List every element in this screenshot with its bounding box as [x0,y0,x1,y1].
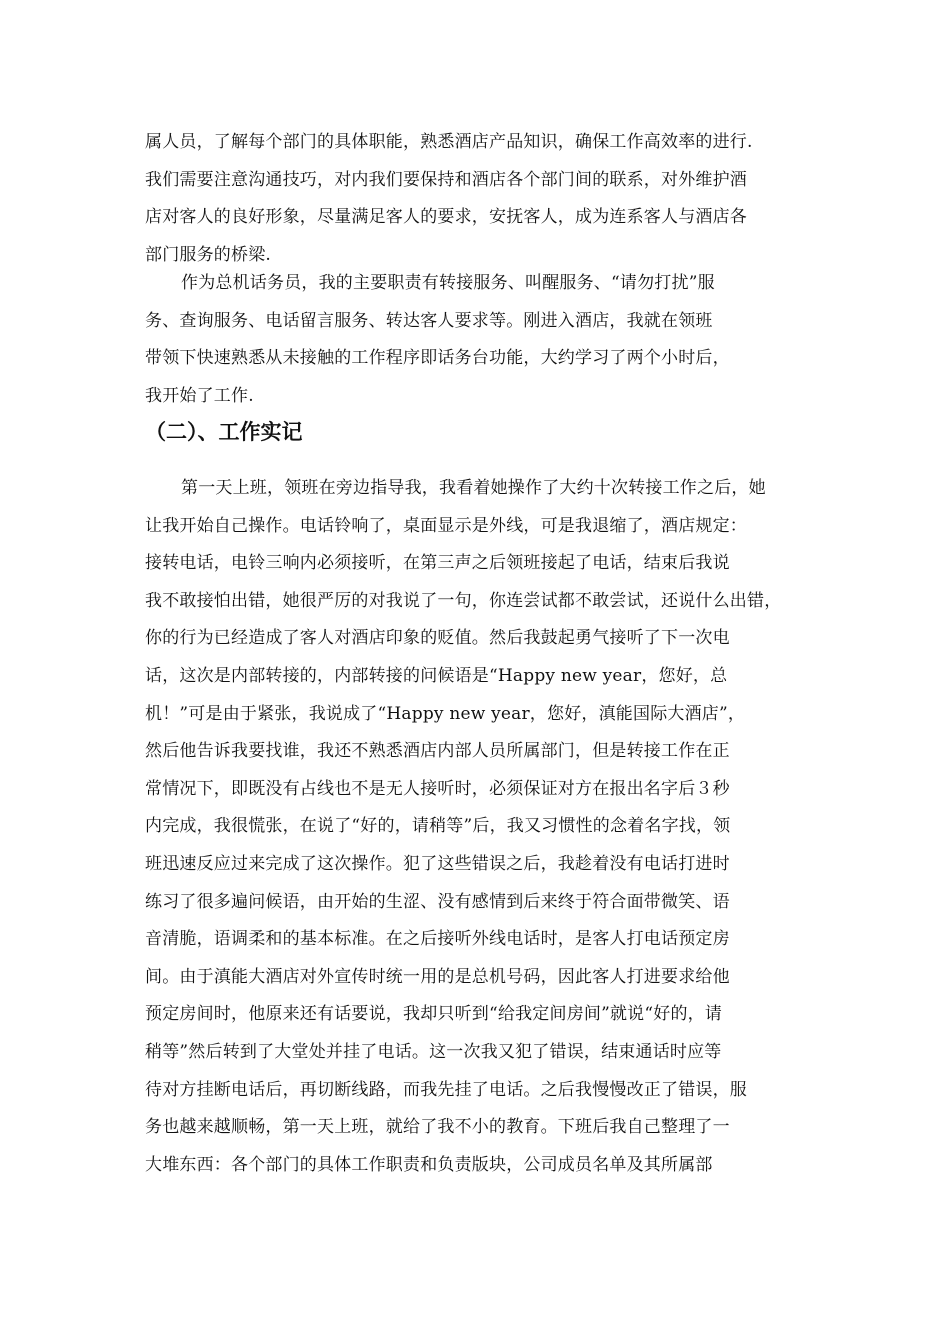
text-line: 务也越来越顺畅，第一天上班，就给了我不小的教育。下班后我自己整理了一 [145,1117,730,1138]
text-line: 话，这次是内部转接的，内部转接的问候语是“Happy new year，您好，总 [145,665,728,686]
text-line: 预定房间时，他原来还有话要说，我却只听到“给我定间房间”就说“好的，请 [145,1004,723,1025]
text-line: 属人员，了解每个部门的具体职能，熟悉酒店产品知识，确保工作高效率的进行. [145,132,753,152]
text-line: 班迅速反应过来完成了这次操作。犯了这些错误之后，我趁着没有电话打进时 [145,853,730,874]
text-line: 让我开始自己操作。电话铃响了，桌面显示是外线，可是我退缩了，酒店规定： [145,515,747,536]
text-line: 大堆东西：各个部门的具体工作职责和负责版块，公司成员名单及其所属部 [145,1154,713,1175]
text-line: 内完成，我很慌张，在说了“好的，请稍等”后，我又习惯性的念着名字找，领 [145,816,731,837]
text-line: 你的行为已经造成了客人对酒店印象的贬值。然后我鼓起勇气接听了下一次电 [145,628,730,649]
paragraph-duties [145,265,815,415]
text-line: 第一天上班，领班在旁边指导我，我看着她操作了大约十次转接工作之后，她 [181,478,766,498]
text-line: 我不敢接怕出错，她很严厉的对我说了一句，你连尝试都不敢尝试，还说什么出错， [145,590,782,611]
text-line: 机！”可是由于紧张，我说成了“Happy new year，您好，滇能国际大酒店”， [145,703,746,724]
text-line: 音清脆，语调柔和的基本标准。在之后接听外线电话时，是客人打电话预定房 [145,929,730,950]
paragraph-work-record [145,470,815,1184]
text-line: 稍等”然后转到了大堂处并挂了电话。这一次我又犯了错误，结束通话时应等 [145,1041,722,1062]
text-line: 待对方挂断电话后，再切断线路，而我先挂了电话。之后我慢慢改正了错误，服 [145,1079,747,1100]
text-line: 作为总机话务员，我的主要职责有转接服务、叫醒服务、“请勿打扰”服 [181,273,715,293]
text-line: 接转电话，电铃三响内必须接听，在第三声之后领班接起了电话，结束后我说 [145,553,730,574]
section-heading: （二）、工作实记 [145,420,303,444]
text-line: 我们需要注意沟通技巧，对内我们要保持和酒店各个部门间的联系，对外维护酒 [145,169,747,190]
text-line: 部门服务的桥梁. [145,244,272,265]
text-line: 常情况下，即既没有占线也不是无人接听时，必须保证对方在报出名字后３秒 [145,778,730,799]
text-line: 店对客人的良好形象，尽量满足客人的要求，安抚客人，成为连系客人与酒店各 [145,207,747,228]
text-line: 然后他告诉我要找谁，我还不熟悉酒店内部人员所属部门，但是转接工作在正 [145,741,730,762]
text-line: 间。由于滇能大酒店对外宣传时统一用的是总机号码，因此客人打进要求给他 [145,966,730,987]
text-line: 我开始了工作. [145,385,254,406]
paragraph-continuation [145,124,815,274]
text-line: 练习了很多遍问候语，由开始的生涩、没有感情到后来终于符合面带微笑、语 [145,891,730,912]
text-line: 带领下快速熟悉从未接触的工作程序即话务台功能，大约学习了两个小时后， [145,348,730,369]
text-line: 务、查询服务、电话留言服务、转达客人要求等。刚进入酒店，我就在领班 [145,310,713,331]
